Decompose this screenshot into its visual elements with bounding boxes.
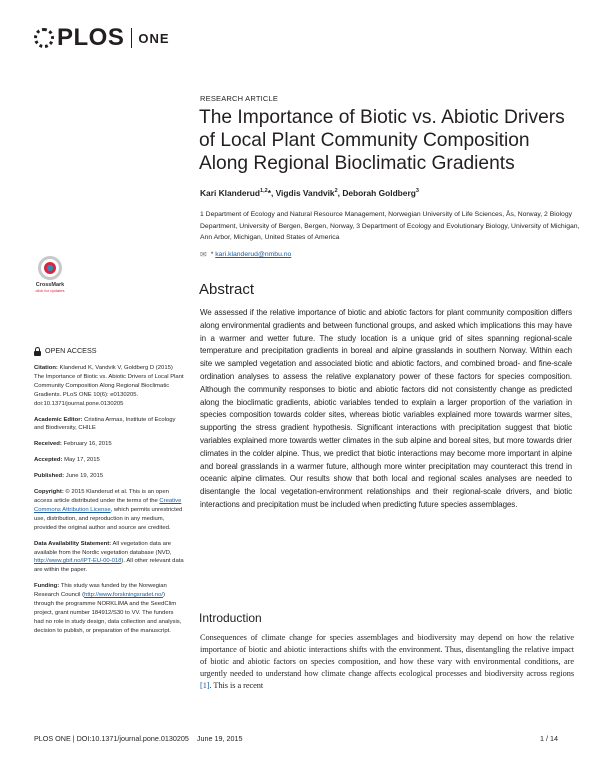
plos-logo-icon [34, 28, 54, 48]
page-number: 1 / 14 [540, 734, 558, 743]
editor-text: Cristina Armas, Institute of Ecology and Biodiversity, CHILE [34, 416, 176, 432]
copyright-text-pre: © 2015 Klanderud et al. This is an open access article distributed under the terms of the [34, 489, 169, 504]
footer-citation: PLOS ONE | DOI:10.1371/journal.pone.0130205 June 19, 2015 [34, 734, 243, 743]
author-list [200, 188, 419, 198]
plos-one-logo [34, 24, 170, 52]
open-access-label: OPEN ACCESS [45, 346, 97, 356]
editor-label: Academic Editor: [34, 416, 83, 423]
logo-journal: ONE [138, 30, 170, 46]
copyright [34, 488, 184, 533]
citation-label: Citation: [34, 365, 58, 371]
license-link[interactable]: Creative Commons Attribution License [34, 497, 182, 513]
intro-text-pre: Consequences of climate change for species assemblages and biodiversity may depend on how the relative importance of biotic and abiotic interactions shifts with the environment. Thus, disentangling the relative impact of biotic and abiotic factors on species composition, and how these vary with environmental conditions, are urgently needed to understand how climate change affects ecological processes and biodiversity across regions [200, 633, 574, 678]
received-label: Received: [34, 441, 62, 448]
introduction-heading: Introduction [199, 611, 262, 625]
article-info-sidebar [34, 347, 184, 643]
copyright-label: Copyright: [34, 489, 64, 496]
data-link[interactable]: http://www.gbif.no/IPT-EU-00-018 [34, 558, 122, 565]
funding [34, 582, 184, 635]
article-title: The Importance of Biotic vs. Abiotic Drivers of Local Plant Community Composition Along Regional Bioclimatic Gradients [199, 107, 565, 174]
data-label: Data Availability Statement: [34, 540, 112, 547]
logo-brand: PLOS [57, 24, 125, 51]
published-text: June 19, 2015 [65, 473, 104, 480]
data-text-post: ). All other relevant data are within the paper. [34, 558, 184, 574]
corresponding-email [200, 250, 291, 259]
affiliations: 1 Department of Ecology and Natural Resource Management, Norwegian University of Life Sciences, Ås, Norway, 2 Biology Department, University of Bergen, Bergen, Norway, 3 Department of Ecology and Evolutionary Biology, University of Michigan, Ann Arbor, Michigan, United States of America [200, 211, 580, 241]
author-name: Vigdis Vandvik [275, 188, 335, 198]
received-date [34, 440, 184, 449]
author-name: Kari Klanderud [200, 188, 261, 198]
published-label: Published: [34, 473, 65, 480]
copyright-text-post: , which permits unrestricted use, distribution, and reproduction in any medium, provided the original author and source are credited. [34, 506, 183, 531]
open-access-badge [34, 347, 184, 356]
crossmark-badge[interactable] [30, 256, 70, 293]
abstract-body: We assessed if the relative importance of biotic and abiotic factors for plant community composition differs along environmental gradients and between functional groups, and asked which implications this may have in a warmer and wetter future. The study location is a unique grid of sites spanning regional-scale temperature and precipitation gradients in boreal and alpine grasslands in southern Norway. Within each site we sampled vegetation and associated biotic and abiotic factors, and combined broad- and fine-scale ordination analyses to assess the relative explanatory power of these factors for species composition. Although the community responses to biotic and abiotic factors did not consistently change as predicted along the bioclimatic gradients, abiotic variables tended to explain a larger proportion of the variation in species composition towards colder sites, whereas biotic variables explained more towards warmer sites, supporting the stress gradient hypothesis. Significant interactions with precipitation suggest that biotic variables explained more towards wetter climates in the sub alpine and boreal sites, but more towards drier climates in the colder alpine. Thus, we predict that biotic interactions may become more important in alpine and boreal grasslands in a warmer future, although more winter precipitation may counteract this trend in oceanic alpine climates. Our results show that both local and regional scales analyses are needed to disentangle the local vegetation-environment relationships and their regional-scale drivers, and biotic interactions and precipitation must be included when predicting future species assemblages. [200, 308, 572, 509]
funding-label: Funding: [34, 583, 60, 590]
citation [34, 364, 184, 409]
envelope-icon: ✉ [200, 250, 207, 259]
crossmark-label: CrossMark [35, 282, 65, 288]
funding-text-pre: This study was funded by the Norwegian Research Council ( [34, 583, 167, 599]
introduction-body [200, 632, 574, 692]
author-affil-sup: 2 [334, 188, 338, 195]
funding-text-post: ) through the programme NORKLIMA and the SeedClim project, grant number 184912/S30 to VV. The funders had no role in study design, data collection and analysis, decision to publish, or preparation of the manuscript. [34, 592, 182, 634]
author-separator: , [337, 188, 343, 198]
crossmark-sub: click for updates [35, 288, 65, 293]
accepted-date [34, 456, 184, 465]
published-date [34, 472, 184, 481]
email-link[interactable]: kari.klanderud@nmbu.no [215, 251, 292, 258]
intro-text-post: . This is a recent [209, 681, 264, 690]
article-type: RESEARCH ARTICLE [200, 94, 279, 103]
author-affil-sup: 3 [415, 188, 419, 195]
author-affil-sup: 1,2 [260, 188, 268, 195]
received-text: February 16, 2015 [63, 441, 112, 448]
crossmark-icon [38, 256, 62, 280]
author-name: Deborah Goldberg [342, 188, 416, 198]
corresponding-star: * [267, 188, 271, 198]
accepted-label: Accepted: [34, 457, 63, 464]
funding-link[interactable]: http://www.forskningsradet.no/ [84, 592, 164, 599]
data-text-pre: All vegetation data are available from the Nordic vegetation database (NVD, [34, 540, 172, 556]
abstract-heading: Abstract [199, 281, 255, 298]
data-availability [34, 540, 184, 576]
academic-editor [34, 416, 184, 434]
author-separator: , [270, 188, 276, 198]
accepted-text: May 17, 2015 [64, 457, 100, 464]
reference-link[interactable]: [1] [200, 681, 210, 690]
email-star: * [210, 251, 214, 258]
citation-text: Klanderud K, Vandvik V, Goldberg D (2015) The Importance of Biotic vs. Abiotic Drivers of Local Plant Community Composition Along Regional Bioclimatic Gradients. PLoS ONE 10(6): e0130205. doi:10.1371/journal.pone.0130205 [34, 365, 184, 407]
logo-divider [131, 28, 132, 48]
open-lock-icon [34, 347, 41, 356]
